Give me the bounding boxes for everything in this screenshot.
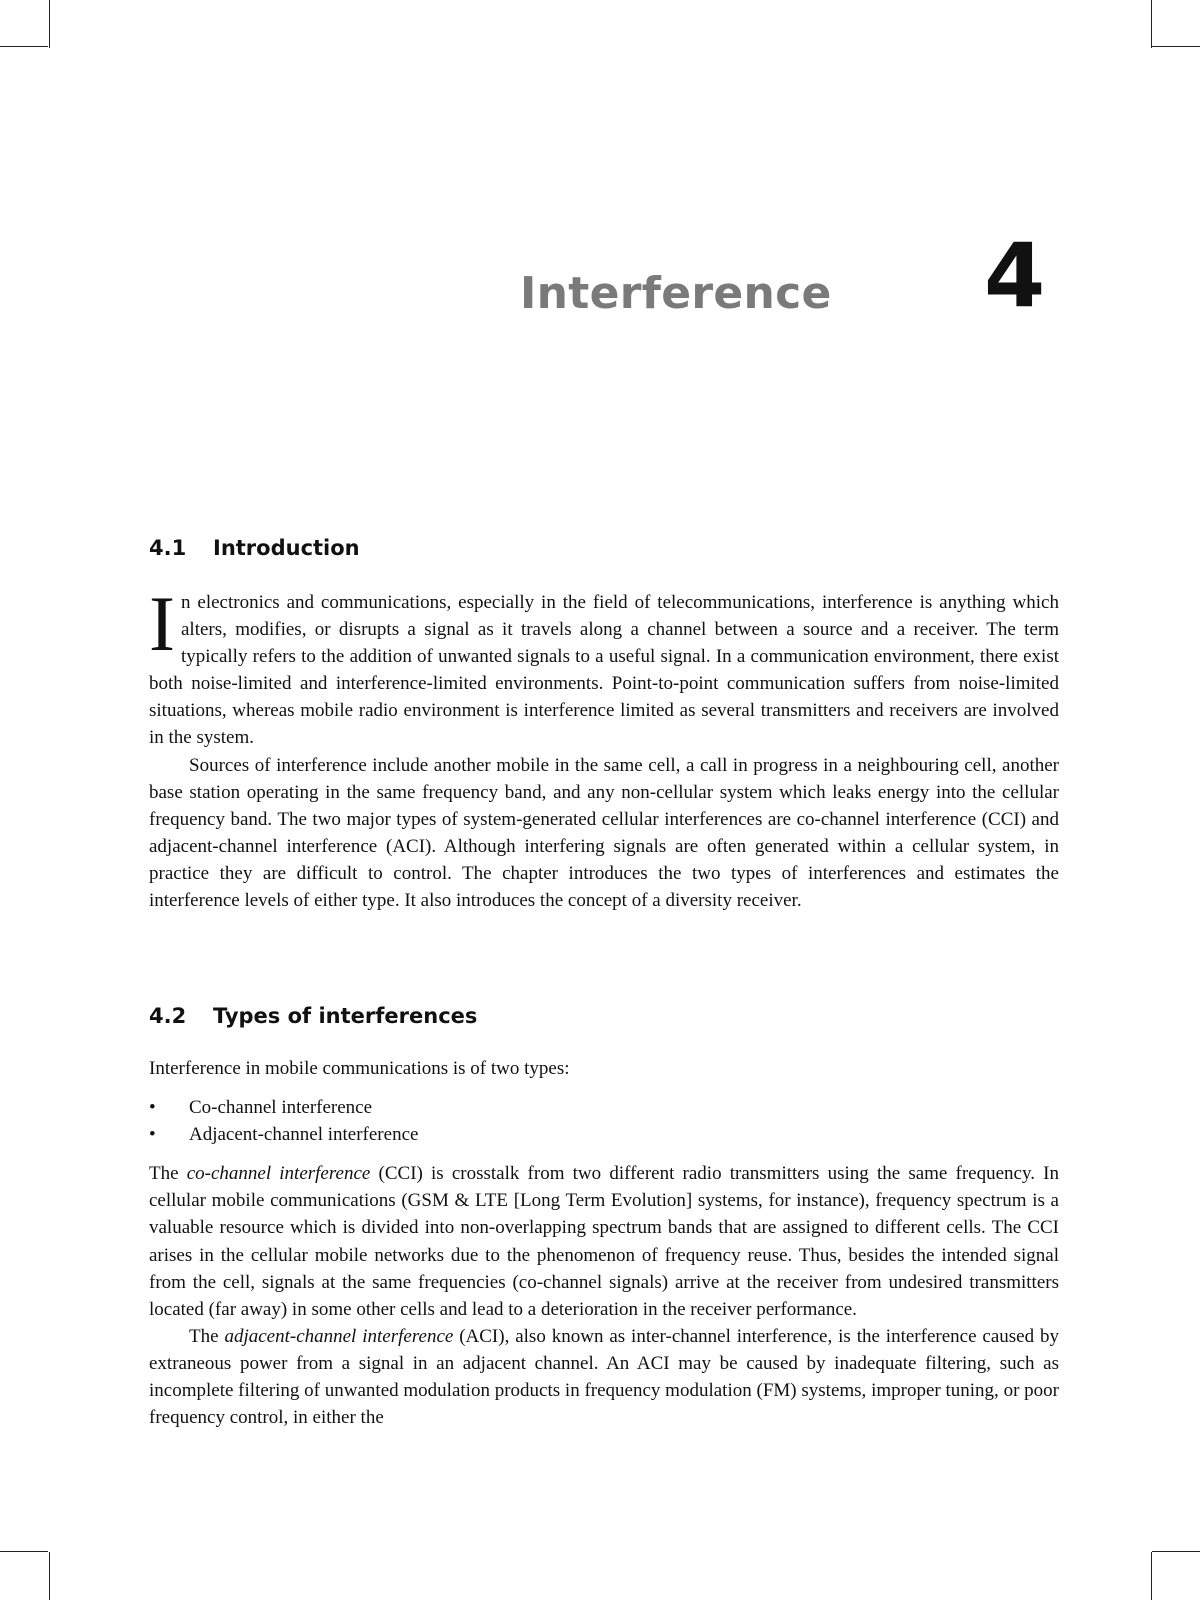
section-heading-introduction	[149, 536, 360, 560]
bullet-icon: •	[149, 1097, 156, 1119]
section-number: 4.1	[149, 536, 187, 560]
section-number: 4.2	[149, 1004, 187, 1028]
drop-cap: I	[149, 580, 175, 667]
introduction-paragraph-1	[149, 580, 1059, 752]
section-heading-types-of-interferences	[149, 1004, 477, 1028]
aci-paragraph: The adjacent-channel interference (ACI), also known as inter-channel interference, is the interference caused by extraneous power from a signal in an adjacent channel. An ACI may be caused by inadequate filtering, such as incomplete filtering of unwanted modulation products in frequency modulation (FM) systems, improper tuning, or poor frequency control, in either the	[149, 1325, 1059, 1429]
cci-paragraph: The co-channel interference (CCI) is crosstalk from two different radio transmitters using the same frequency. In cellular mobile communications (GSM & LTE [Long Term Evolution] systems, for instance), frequency spectrum is a valuable resource which is divided into non-overlapping spectrum bands that are assigned to different cells. The CCI arises in the cellular mobile networks due to the phenomenon of frequency reuse. Thus, besides the intended signal from the cell, signals at the same frequencies (co-channel signals) arrive at the receiver from undesired transmitters located (far away) in some other cells and lead to a deterioration in the receiver performance.	[149, 1163, 1059, 1320]
term-adjacent-channel-interference: adjacent-channel interference	[224, 1325, 454, 1347]
crop-mark-bottom-left-vertical	[49, 1552, 50, 1600]
bullet-icon: •	[149, 1124, 156, 1146]
types-body	[149, 1055, 1059, 1431]
list-item: • Co-channel interference	[149, 1094, 1059, 1121]
introduction-body	[149, 580, 1059, 914]
crop-mark-top-right-vertical	[1151, 0, 1152, 48]
introduction-paragraph-2: Sources of interference include another mobile in the same cell, a call in progress in a neighbouring cell, another base station operating in the same frequency band, and any non-cellular system which leaks energy into the cellular frequency band. The two major types of system-generated cellular interferences are co-channel interference (CCI) and adjacent-channel interference (ACI). Although interfering signals are often generated within a cellular system, in practice they are difficult to control. The chapter introduces the two types of interferences and estimates the interference levels of either type. It also introduces the concept of a diversity receiver.	[149, 754, 1059, 912]
crop-mark-top-right-horizontal	[1152, 46, 1200, 47]
crop-mark-bottom-right-horizontal	[1152, 1551, 1200, 1552]
chapter-number: 4	[984, 224, 1046, 327]
chapter-title: Interference	[520, 268, 832, 319]
crop-mark-top-left-vertical	[49, 0, 50, 48]
section-title: Introduction	[213, 536, 360, 560]
section-title: Types of interferences	[213, 1004, 478, 1028]
crop-mark-top-left-horizontal	[0, 46, 48, 47]
types-intro: Interference in mobile communications is of two types:	[149, 1058, 570, 1079]
crop-mark-bottom-right-vertical	[1151, 1552, 1152, 1600]
crop-mark-bottom-left-horizontal	[0, 1551, 48, 1552]
interference-types-list	[149, 1094, 1059, 1148]
list-item: • Adjacent-channel interference	[149, 1121, 1059, 1148]
term-co-channel-interference: co-channel interference	[186, 1163, 371, 1185]
paragraph-text: n electronics and communications, especially in the field of telecommunications, interference is anything which alters, modifies, or disrupts a signal as it travels along a channel between a source and a receiver. The term typically refers to the addition of unwanted signals to a useful signal. In a communication environment, there exist both noise-limited and interference-limited environments. Point-to-point communication suffers from noise-limited situations, whereas mobile radio environment is interference limited as several transmitters and receivers are involved in the system.	[149, 592, 1059, 749]
